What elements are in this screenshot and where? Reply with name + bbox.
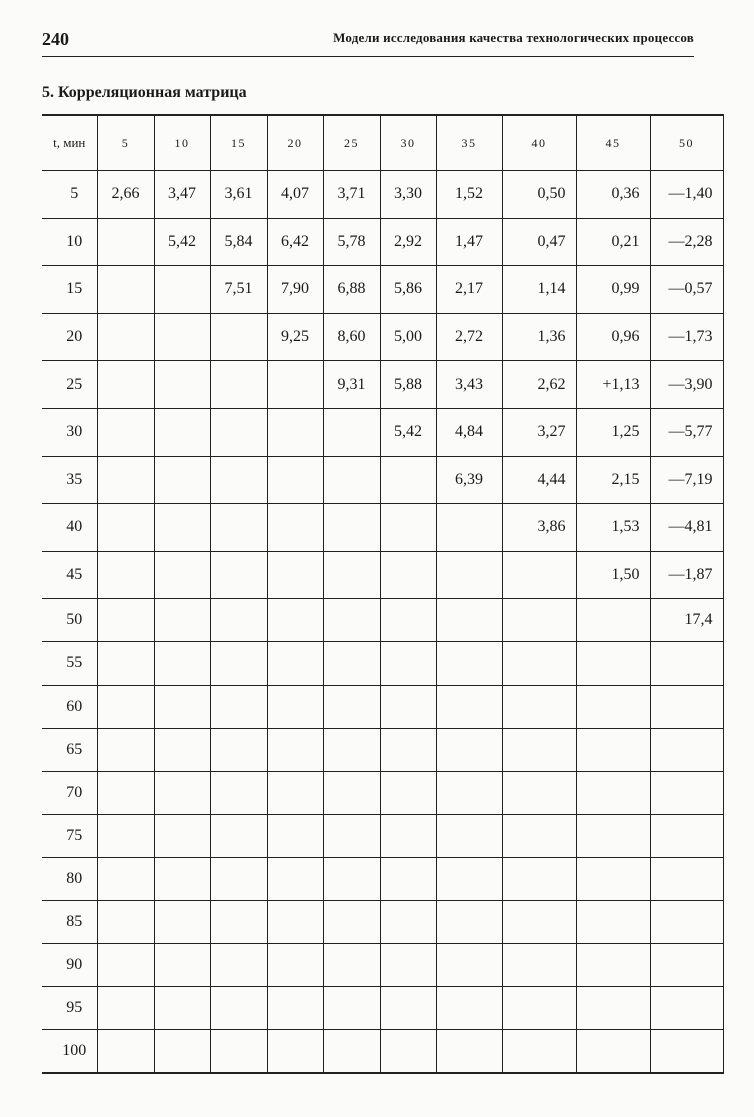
table-cell: 1,14	[502, 266, 576, 314]
table-row	[42, 728, 723, 771]
table-cell	[323, 857, 380, 900]
row-label: 60	[42, 685, 97, 728]
column-header: 35	[436, 115, 502, 171]
table-cell	[650, 814, 723, 857]
table-cell: 1,52	[436, 171, 502, 219]
table-cell	[650, 944, 723, 987]
table-cell	[576, 599, 650, 642]
table-cell	[267, 551, 323, 599]
table-cell	[650, 685, 723, 728]
row-label: 15	[42, 266, 97, 314]
table-cell	[97, 642, 154, 685]
row-label: 65	[42, 728, 97, 771]
table-cell	[210, 313, 267, 361]
table-caption: 5. Корреляционная матрица	[42, 84, 247, 101]
table-cell: 5,42	[380, 408, 436, 456]
table-cell: 3,71	[323, 171, 380, 219]
table-cell	[323, 944, 380, 987]
table-cell: 0,47	[502, 218, 576, 266]
table-cell	[267, 771, 323, 814]
table-cell: —0,57	[650, 266, 723, 314]
table-cell	[154, 1030, 210, 1074]
table-cell	[436, 1030, 502, 1074]
table-cell: 7,90	[267, 266, 323, 314]
table-cell	[323, 599, 380, 642]
table-cell	[323, 685, 380, 728]
table-cell	[650, 771, 723, 814]
table-row	[42, 599, 723, 642]
table-cell	[380, 814, 436, 857]
table-cell: 0,21	[576, 218, 650, 266]
table-cell	[323, 551, 380, 599]
table-cell	[267, 456, 323, 504]
table-cell	[154, 599, 210, 642]
table-cell	[210, 551, 267, 599]
table-cell	[97, 901, 154, 944]
table-cell	[436, 642, 502, 685]
table-cell	[154, 901, 210, 944]
table-row	[42, 171, 723, 219]
row-label: 55	[42, 642, 97, 685]
column-header: 50	[650, 115, 723, 171]
table-cell: 2,92	[380, 218, 436, 266]
row-label: 70	[42, 771, 97, 814]
page-number: 240	[42, 29, 69, 49]
table-cell	[97, 313, 154, 361]
table-cell: 3,61	[210, 171, 267, 219]
table-cell	[154, 408, 210, 456]
table-cell	[650, 901, 723, 944]
table-cell	[267, 857, 323, 900]
row-label: 80	[42, 857, 97, 900]
table-cell: —4,81	[650, 504, 723, 552]
table-cell	[210, 771, 267, 814]
table-cell	[576, 771, 650, 814]
table-cell	[380, 728, 436, 771]
table-cell	[502, 987, 576, 1030]
table-cell	[576, 685, 650, 728]
table-cell: 4,84	[436, 408, 502, 456]
table-cell: 5,78	[323, 218, 380, 266]
table-cell	[436, 685, 502, 728]
table-cell	[502, 814, 576, 857]
table-cell	[154, 266, 210, 314]
table-cell	[154, 361, 210, 409]
table-cell: 1,47	[436, 218, 502, 266]
table-cell	[323, 987, 380, 1030]
running-head: Модели исследования качества технологических процессов	[333, 30, 694, 45]
table-cell	[267, 728, 323, 771]
table-cell	[323, 408, 380, 456]
correlation-matrix-table	[42, 114, 724, 1074]
table-cell: 3,30	[380, 171, 436, 219]
table-cell	[502, 771, 576, 814]
column-header: 25	[323, 115, 380, 171]
table-cell	[210, 685, 267, 728]
table-cell	[380, 944, 436, 987]
table-cell	[267, 1030, 323, 1074]
table-cell	[210, 944, 267, 987]
table-cell	[154, 771, 210, 814]
table-cell: —3,90	[650, 361, 723, 409]
table-row	[42, 944, 723, 987]
table-cell	[436, 814, 502, 857]
table-cell	[97, 504, 154, 552]
table-cell	[210, 361, 267, 409]
table-cell	[323, 728, 380, 771]
table-cell	[154, 814, 210, 857]
table-cell: 17,4	[650, 599, 723, 642]
column-header: 5	[97, 115, 154, 171]
table-cell	[267, 944, 323, 987]
table-body	[42, 171, 723, 1074]
table-cell	[210, 814, 267, 857]
table-cell: 1,25	[576, 408, 650, 456]
row-label: 50	[42, 599, 97, 642]
table-row	[42, 504, 723, 552]
row-label: 100	[42, 1030, 97, 1074]
table-cell: 1,53	[576, 504, 650, 552]
table-cell	[97, 408, 154, 456]
table-cell	[502, 642, 576, 685]
table-cell	[97, 814, 154, 857]
table-cell	[97, 944, 154, 987]
table-cell	[210, 599, 267, 642]
table-cell	[154, 504, 210, 552]
table-cell: 6,88	[323, 266, 380, 314]
table-cell	[380, 456, 436, 504]
table-cell	[380, 857, 436, 900]
table-cell: 5,86	[380, 266, 436, 314]
table-cell	[576, 728, 650, 771]
table-cell: 1,50	[576, 551, 650, 599]
table-cell	[97, 685, 154, 728]
table-row	[42, 313, 723, 361]
table-cell	[97, 218, 154, 266]
table-cell	[436, 728, 502, 771]
table-cell	[436, 944, 502, 987]
table-cell: 3,47	[154, 171, 210, 219]
table-cell	[97, 361, 154, 409]
table-cell	[97, 551, 154, 599]
table-cell	[97, 456, 154, 504]
table-cell	[97, 728, 154, 771]
table-cell	[436, 987, 502, 1030]
column-header: 30	[380, 115, 436, 171]
table-row	[42, 218, 723, 266]
table-cell	[380, 551, 436, 599]
table-cell: 3,86	[502, 504, 576, 552]
table-cell	[323, 901, 380, 944]
header-rule	[42, 56, 694, 57]
table-row	[42, 266, 723, 314]
row-label: 25	[42, 361, 97, 409]
table-cell: 0,50	[502, 171, 576, 219]
table-row	[42, 361, 723, 409]
table-cell	[267, 408, 323, 456]
row-label: 85	[42, 901, 97, 944]
table-row	[42, 1030, 723, 1074]
table-cell	[97, 857, 154, 900]
column-header: 40	[502, 115, 576, 171]
table-cell: 0,96	[576, 313, 650, 361]
table-row	[42, 814, 723, 857]
table-cell: —1,40	[650, 171, 723, 219]
row-label: 95	[42, 987, 97, 1030]
table-cell: —5,77	[650, 408, 723, 456]
table-cell	[436, 504, 502, 552]
table-cell: 9,25	[267, 313, 323, 361]
row-label: 75	[42, 814, 97, 857]
table-cell	[267, 901, 323, 944]
table-row	[42, 901, 723, 944]
table-cell	[154, 551, 210, 599]
row-label: 35	[42, 456, 97, 504]
table-cell: 5,42	[154, 218, 210, 266]
table-cell	[154, 642, 210, 685]
table-cell: 6,39	[436, 456, 502, 504]
table-cell	[267, 987, 323, 1030]
row-label: 20	[42, 313, 97, 361]
table-cell	[650, 728, 723, 771]
table-cell	[267, 814, 323, 857]
table-cell	[154, 944, 210, 987]
table-cell	[154, 857, 210, 900]
table-row	[42, 987, 723, 1030]
table-cell	[502, 551, 576, 599]
table-cell	[436, 901, 502, 944]
row-label: 30	[42, 408, 97, 456]
table-row	[42, 642, 723, 685]
table-cell	[502, 857, 576, 900]
header-row	[42, 115, 723, 171]
table-cell: 2,17	[436, 266, 502, 314]
table-cell	[97, 771, 154, 814]
table-cell: 3,43	[436, 361, 502, 409]
table-cell	[323, 504, 380, 552]
table-cell	[650, 857, 723, 900]
table-cell: 6,42	[267, 218, 323, 266]
table-cell	[154, 456, 210, 504]
table-cell: 9,31	[323, 361, 380, 409]
table-row	[42, 408, 723, 456]
table-cell: 0,99	[576, 266, 650, 314]
table-cell	[576, 944, 650, 987]
table-cell	[650, 642, 723, 685]
table-cell	[576, 857, 650, 900]
table-cell: —7,19	[650, 456, 723, 504]
table-cell	[380, 685, 436, 728]
table-cell: 8,60	[323, 313, 380, 361]
table-cell	[97, 1030, 154, 1074]
table-cell	[380, 599, 436, 642]
table-cell	[210, 857, 267, 900]
table-cell	[650, 1030, 723, 1074]
table-cell: 2,62	[502, 361, 576, 409]
table-cell	[380, 504, 436, 552]
table-cell: —2,28	[650, 218, 723, 266]
table-cell	[502, 728, 576, 771]
table-cell	[97, 987, 154, 1030]
table-cell	[210, 728, 267, 771]
row-label: 10	[42, 218, 97, 266]
table-cell	[267, 361, 323, 409]
table-cell	[502, 944, 576, 987]
table-cell	[323, 1030, 380, 1074]
row-label: 5	[42, 171, 97, 219]
table-cell	[210, 408, 267, 456]
column-header: 20	[267, 115, 323, 171]
table-row	[42, 456, 723, 504]
table-row	[42, 685, 723, 728]
corner-label: t, мин	[42, 115, 97, 171]
table-cell	[210, 642, 267, 685]
table-cell	[576, 901, 650, 944]
table-row	[42, 771, 723, 814]
table-cell	[323, 771, 380, 814]
table-row	[42, 857, 723, 900]
table-cell	[323, 642, 380, 685]
table-cell	[267, 504, 323, 552]
table-cell	[380, 901, 436, 944]
table-cell: —1,87	[650, 551, 723, 599]
table-cell	[576, 987, 650, 1030]
table-cell	[323, 814, 380, 857]
table-cell	[502, 685, 576, 728]
table-cell	[576, 1030, 650, 1074]
column-header: 45	[576, 115, 650, 171]
table-cell	[650, 987, 723, 1030]
table-cell	[154, 313, 210, 361]
table-cell: 0,36	[576, 171, 650, 219]
table-cell	[436, 599, 502, 642]
table-cell	[154, 728, 210, 771]
table-cell	[210, 504, 267, 552]
table-cell: 5,88	[380, 361, 436, 409]
row-label: 90	[42, 944, 97, 987]
table-cell	[502, 901, 576, 944]
column-header: 15	[210, 115, 267, 171]
table-cell	[380, 642, 436, 685]
table-cell: 3,27	[502, 408, 576, 456]
table-cell	[97, 266, 154, 314]
table-cell	[436, 771, 502, 814]
table-row	[42, 551, 723, 599]
table-cell: 4,07	[267, 171, 323, 219]
table-header	[42, 115, 723, 171]
table-cell	[380, 1030, 436, 1074]
table-cell	[97, 599, 154, 642]
table-cell	[154, 685, 210, 728]
table-cell	[380, 987, 436, 1030]
table-cell: 5,00	[380, 313, 436, 361]
table-cell	[154, 987, 210, 1030]
table-cell	[267, 642, 323, 685]
table-cell	[210, 901, 267, 944]
table-cell: 4,44	[502, 456, 576, 504]
row-label: 45	[42, 551, 97, 599]
table-cell	[267, 685, 323, 728]
table-cell: 2,66	[97, 171, 154, 219]
table-cell	[576, 814, 650, 857]
table-cell	[502, 599, 576, 642]
table-cell: +1,13	[576, 361, 650, 409]
table-cell	[436, 857, 502, 900]
table-cell: 5,84	[210, 218, 267, 266]
table-cell: 1,36	[502, 313, 576, 361]
table-cell	[323, 456, 380, 504]
table-cell	[267, 599, 323, 642]
table-cell: —1,73	[650, 313, 723, 361]
table-cell	[210, 987, 267, 1030]
table-cell: 2,72	[436, 313, 502, 361]
column-header: 10	[154, 115, 210, 171]
table-cell	[436, 551, 502, 599]
table-cell	[502, 1030, 576, 1074]
table-cell	[210, 1030, 267, 1074]
table-cell	[380, 771, 436, 814]
table-cell	[210, 456, 267, 504]
table-cell: 7,51	[210, 266, 267, 314]
row-label: 40	[42, 504, 97, 552]
table-cell	[576, 642, 650, 685]
table-cell: 2,15	[576, 456, 650, 504]
